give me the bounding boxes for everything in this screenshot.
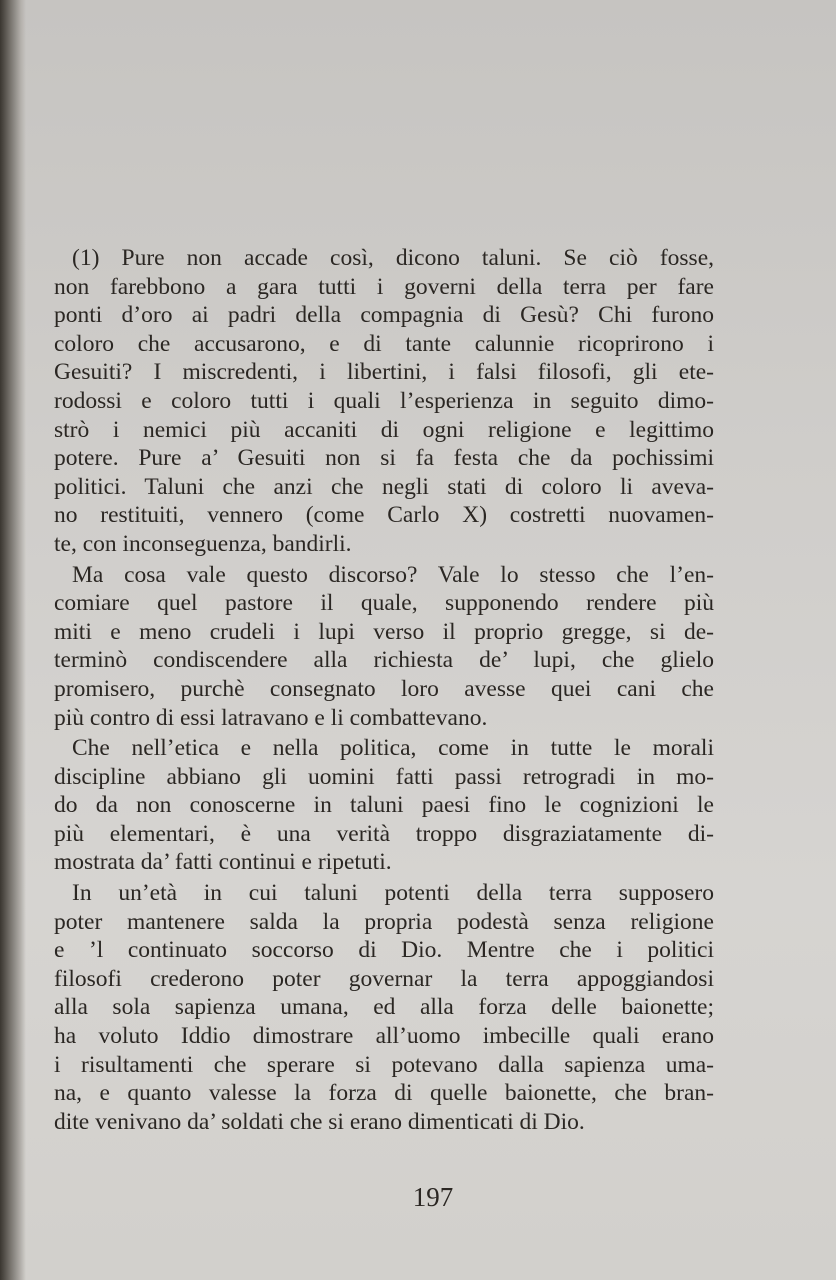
text-line: alla sola sapienza umana, ed alla forza delle baionette; — [54, 994, 714, 1021]
text-line: non farebbono a gara tutti i governi della terra per fare — [54, 273, 714, 300]
text-line: terminò condiscendere alla richiesta de’ lupi, che glielo — [54, 647, 714, 674]
text-line: In un’età in cui taluni potenti della terra supposero — [72, 880, 714, 907]
text-line: strò i nemici più accaniti di ogni religione e legittimo — [54, 416, 714, 443]
paragraph — [54, 879, 714, 1136]
text-line: ha voluto Iddio dimostrare all’uomo imbecille quali erano — [54, 1023, 714, 1050]
text-line: do da non conoscerne in taluni paesi fino le cognizioni le — [54, 792, 714, 819]
text-line: poter mantenere salda la propria podestà senza religione — [54, 908, 714, 935]
text-line: i risultamenti che sperare si potevano dalla sapienza uma- — [54, 1051, 714, 1078]
text-line: Gesuiti? I miscredenti, i libertini, i falsi filosofi, gli ete- — [54, 359, 714, 386]
text-line: ponti d’oro ai padri della compagnia di Gesù? Chi furono — [54, 302, 714, 329]
text-line: coloro che accusarono, e di tante calunnie ricoprirono i — [54, 330, 714, 357]
paragraph — [54, 561, 714, 733]
text-line: più elementari, è una verità troppo disgraziatamente di- — [54, 820, 714, 847]
text-line: comiare quel pastore il quale, supponendo rendere più — [54, 590, 714, 617]
text-line: Ma cosa vale questo discorso? Vale lo stesso che l’en- — [72, 561, 714, 588]
text-line: discipline abbiano gli uomini fatti passi retrogradi in mo- — [54, 763, 714, 790]
text-line: filosofi crederono poter governar la terra appoggiandosi — [54, 965, 714, 992]
text-line: te, con inconseguenza, bandirli. — [54, 530, 352, 557]
text-line: na, e quanto valesse la forza di quelle baionette, che bran- — [54, 1080, 714, 1107]
page-number: 197 — [412, 1182, 454, 1212]
paragraph — [54, 244, 714, 559]
text-line: Che nell’etica e nella politica, come in tutte le morali — [72, 735, 714, 762]
text-line: dite venivano da’ soldati che si erano dimenticati di Dio. — [54, 1108, 585, 1135]
text-line: mostrata da’ fatti continui e ripetuti. — [54, 849, 392, 876]
text-line: miti e meno crudeli i lupi verso il proprio gregge, si de- — [54, 618, 714, 645]
paragraph — [54, 734, 714, 877]
text-line: potere. Pure a’ Gesuiti non si fa festa che da pochissimi — [54, 445, 714, 472]
page-body-text — [54, 244, 714, 1138]
text-line: rodossi e coloro tutti i quali l’esperienza in seguito dimo- — [54, 387, 714, 414]
text-line: no restituiti, vennero (come Carlo X) costretti nuovamen- — [54, 502, 714, 529]
book-gutter-shadow — [0, 0, 26, 1280]
text-line: promisero, purchè consegnato loro avesse quei cani che — [54, 675, 714, 702]
text-line: più contro di essi latravano e li combattevano. — [54, 704, 488, 731]
text-line: (1) Pure non accade così, dicono taluni. Se ciò fosse, — [72, 245, 714, 271]
text-line: e ’l continuato soccorso di Dio. Mentre che i politici — [54, 937, 714, 964]
text-line: politici. Taluni che anzi che negli stati di coloro li aveva- — [54, 473, 714, 500]
